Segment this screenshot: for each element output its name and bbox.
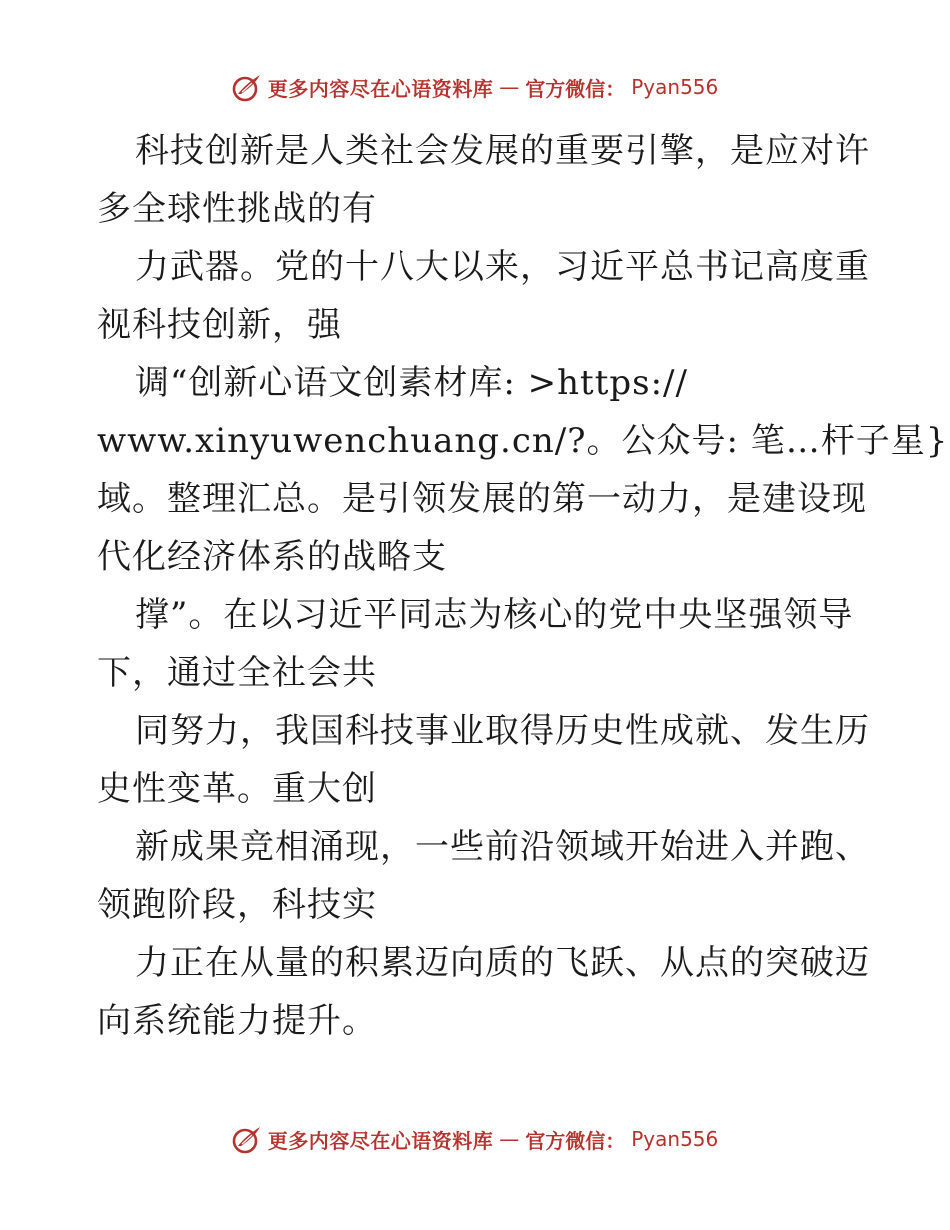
text-line: www.xinyuwenchuang.cn/?。公众号: 笔…杆子星} [97,421,949,461]
text-line: 多全球性挑战的有 [97,189,377,229]
document-body [97,122,949,1050]
quill-logo-icon [232,72,262,102]
text-line: 代化经济体系的战略支 [97,537,447,577]
banner-wechat-id: Pyan556 [631,1127,719,1151]
banner-wechat-label: 官方微信： [525,76,626,101]
footer-banner [0,1124,950,1154]
text-line: 撑”。在以习近平同志为核心的党中央坚强领导 [135,595,854,635]
text-line: 同努力，我国科技事业取得历史性成就、发生历 [135,711,870,751]
text-line: 领跑阶段，科技实 [97,885,377,925]
banner-wechat-label: 官方微信： [525,1128,626,1153]
banner-dash: — [499,1127,520,1151]
text-line: 史性变革。重大创 [97,769,377,809]
text-line: 调“创新心语文创素材库: >https:// [135,363,688,403]
quill-logo-icon [232,1124,262,1154]
text-line: 向系统能力提升。 [97,1001,377,1041]
text-line: 下，通过全社会共 [97,653,377,693]
text-line: 力武器。党的十八大以来，习近平总书记高度重 [135,247,870,287]
text-line: 域。整理汇总。是引领发展的第一动力，是建设现 [97,479,867,519]
header-banner [0,72,950,102]
banner-text: 更多内容尽在心语资料库 [267,1128,494,1153]
banner-dash: — [499,75,520,99]
text-line: 科技创新是人类社会发展的重要引擎，是应对许 [135,131,870,171]
banner-text: 更多内容尽在心语资料库 [267,76,494,101]
text-line: 新成果竞相涌现，一些前沿领域开始进入并跑、 [135,827,870,867]
banner-wechat-id: Pyan556 [631,75,719,99]
text-line: 力正在从量的积累迈向质的飞跃、从点的突破迈 [135,943,870,983]
text-line: 视科技创新，强 [97,305,342,345]
